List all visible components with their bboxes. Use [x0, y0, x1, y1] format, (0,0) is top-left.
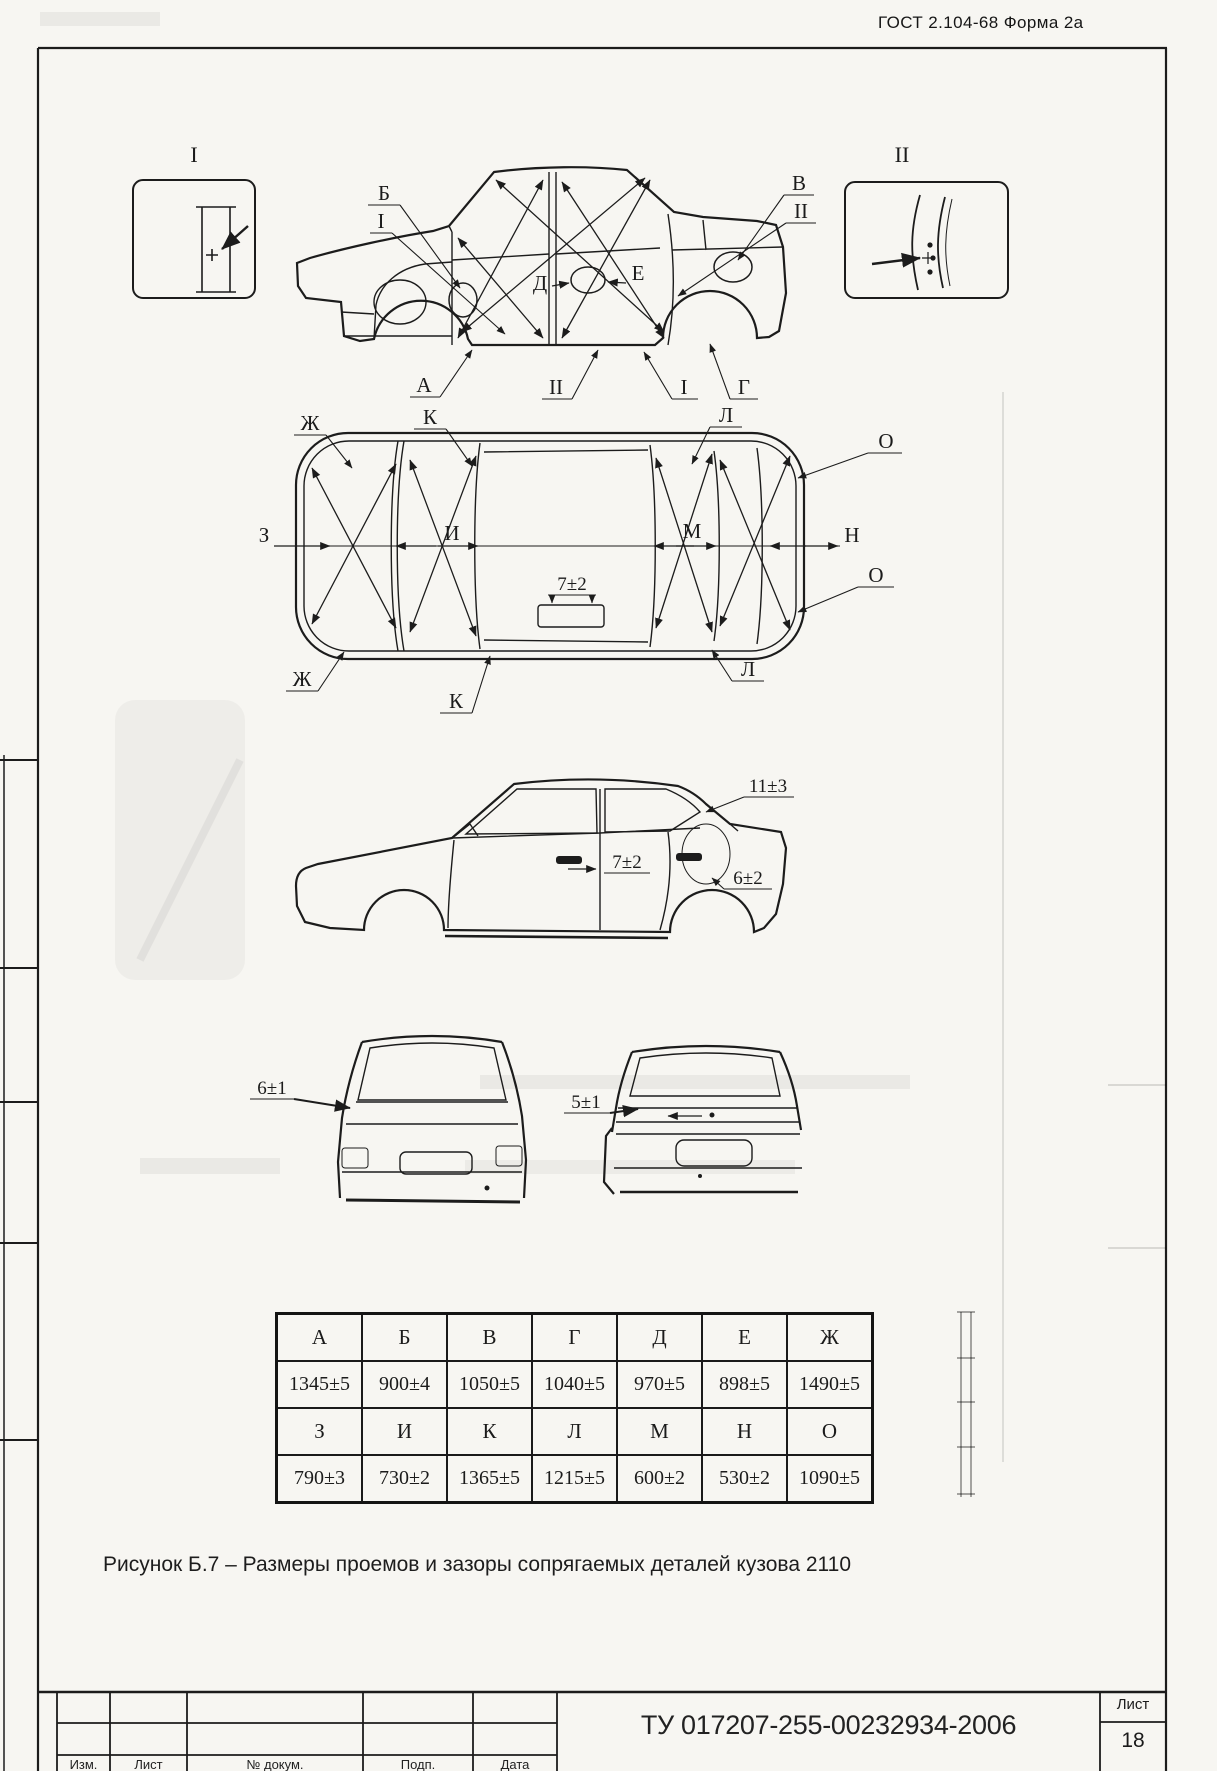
table-cell: 1345±5: [277, 1361, 363, 1408]
table-cell: Д: [617, 1314, 702, 1362]
front-door-handle: [556, 856, 582, 864]
detail-label-1: I: [190, 142, 198, 167]
table-cell: 790±3: [277, 1455, 363, 1503]
table-row: [277, 1314, 873, 1362]
label-zh-top: Ж: [300, 411, 320, 435]
table-cell: 600±2: [617, 1455, 702, 1503]
skeleton-outline: [297, 167, 786, 345]
label-o-bottom: О: [868, 563, 884, 587]
table-cell: Л: [532, 1408, 617, 1455]
top-view: [259, 403, 902, 713]
revision-col-podp: Подп.: [400, 1757, 436, 1771]
label-i-bottom: I: [680, 375, 688, 399]
label-n: Н: [844, 523, 860, 547]
label-v: В: [791, 171, 807, 195]
margin-marks: [0, 755, 38, 1771]
dim-7-2-top: 7±2: [557, 574, 587, 595]
label-e: Е: [631, 261, 645, 285]
table-cell: Е: [702, 1314, 787, 1362]
table-cell: 898±5: [702, 1361, 787, 1408]
revision-col-izm: Изм.: [69, 1757, 98, 1771]
sheet-label: Лист: [1116, 1696, 1150, 1713]
table-cell: М: [617, 1408, 702, 1455]
label-i: I: [377, 209, 385, 233]
top-view-dim-7: [538, 574, 604, 627]
side-view-complete: [296, 776, 794, 938]
table-cell: В: [447, 1314, 532, 1362]
table-row: [277, 1455, 873, 1503]
table-cell: К: [447, 1408, 532, 1455]
top-view-labels: [259, 403, 902, 713]
measurement-circles: [449, 252, 752, 317]
rear-left-mark: [485, 1186, 490, 1191]
rear-view-left: [250, 1036, 526, 1202]
table-cell: 1215±5: [532, 1455, 617, 1503]
label-a: А: [416, 373, 432, 397]
figure-caption: Рисунок Б.7 – Размеры проемов и зазоры сопрягаемых деталей кузова 2110: [103, 1553, 852, 1576]
label-i-top-view: И: [444, 521, 460, 545]
table-cell: 1365±5: [447, 1455, 532, 1503]
table-cell: 1490±5: [787, 1361, 873, 1408]
revision-col-docnum: № докум.: [246, 1757, 304, 1771]
dim-7-2-side: 7±2: [612, 852, 642, 873]
table-cell: 1040±5: [532, 1361, 617, 1408]
table-cell: Ж: [787, 1314, 873, 1362]
detail-label-2: II: [894, 142, 910, 167]
table-cell: 1050±5: [447, 1361, 532, 1408]
scan-artifacts: [40, 12, 1166, 1497]
label-ii-bottom: II: [549, 375, 563, 399]
revision-col-list: Лист: [134, 1757, 163, 1771]
label-m: М: [682, 519, 702, 543]
label-o-top: О: [878, 429, 894, 453]
label-z: З: [258, 523, 270, 547]
label-d: Д: [532, 271, 548, 295]
sheet-number: 18: [1121, 1729, 1145, 1752]
table-row: [277, 1361, 873, 1408]
label-zh-bottom: Ж: [292, 667, 312, 691]
table-cell: Г: [532, 1314, 617, 1362]
label-l-bottom: Л: [740, 657, 756, 681]
table-cell: 530±2: [702, 1455, 787, 1503]
label-g: Г: [737, 375, 751, 399]
table-cell: Б: [362, 1314, 447, 1362]
dimension-table: [275, 1312, 874, 1504]
label-b: Б: [377, 181, 391, 205]
revision-col-data: Дата: [500, 1757, 530, 1771]
label-k-top: К: [422, 405, 438, 429]
top-view-diagonals: [312, 454, 790, 636]
dim-11-3: 11±3: [748, 776, 788, 797]
table-cell: И: [362, 1408, 447, 1455]
table-cell: З: [277, 1408, 363, 1455]
table-cell: 730±2: [362, 1455, 447, 1503]
dim-6-1: 6±1: [257, 1078, 287, 1099]
rear-right-mark-1: [710, 1113, 715, 1118]
detail-box-I: [133, 142, 255, 298]
dim-6-2: 6±2: [733, 868, 763, 889]
rear-right-mark-2: [698, 1174, 702, 1178]
document-number: ТУ 017207-255-00232934-2006: [640, 1710, 1017, 1740]
table-row: [277, 1408, 873, 1455]
dim-5-1: 5±1: [571, 1092, 601, 1113]
label-l-top: Л: [718, 403, 734, 427]
table-cell: 970±5: [617, 1361, 702, 1408]
rear-door-handle: [676, 853, 702, 861]
table-cell: 900±4: [362, 1361, 447, 1408]
table-cell: А: [277, 1314, 363, 1362]
complete-outline: [296, 779, 786, 938]
table-cell: 1090±5: [787, 1455, 873, 1503]
table-cell: Н: [702, 1408, 787, 1455]
label-k-bottom: К: [448, 689, 464, 713]
side-view-skeleton: [133, 142, 1008, 399]
table-cell: О: [787, 1408, 873, 1455]
detail-box-II: [845, 142, 1008, 298]
gost-form-header: ГОСТ 2.104-68 Форма 2а: [878, 13, 1084, 32]
label-ii: II: [794, 199, 808, 223]
